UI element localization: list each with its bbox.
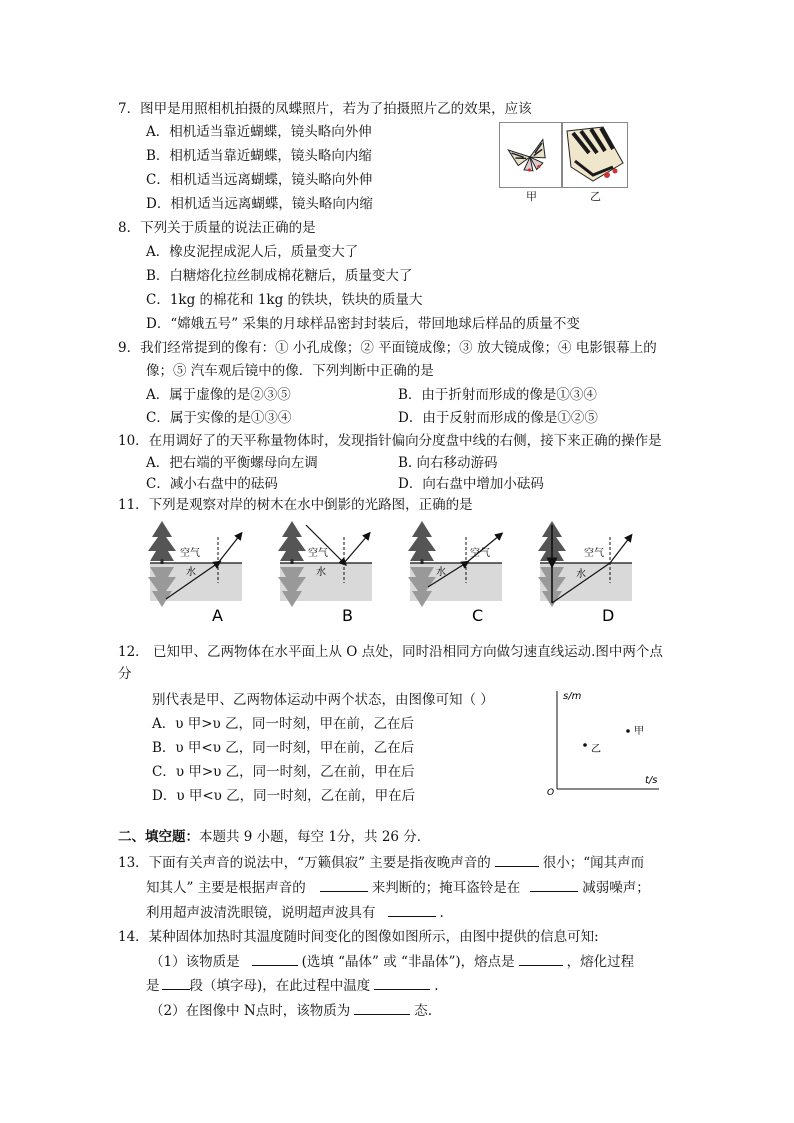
diagram-d-water-label: 水 <box>576 569 586 580</box>
q14-line3 <box>150 1000 432 1021</box>
diagram-a-air-label: 空气 <box>180 548 200 559</box>
q9-stem-line2: 像；⑤ 汽车观后镜中的像．下列判断中正确的是 <box>146 363 434 379</box>
q10-option-b[interactable]: B. 向右移动游码 <box>398 455 498 471</box>
q13-line2 <box>146 877 650 898</box>
q13-line1 <box>118 852 644 873</box>
q14-text-2: (选填 “晶体” 或 “非晶体”)，熔点是 <box>301 954 515 970</box>
caption-jia: 甲 <box>526 190 537 203</box>
q14-line1 <box>150 951 634 972</box>
q8-option-b[interactable]: B．白糖熔化拉丝制成棉花糖后，质量变大了 <box>146 268 413 284</box>
q14-text-5: 段（填字母)，在此过程中温度 <box>189 978 371 994</box>
q14-line2 <box>146 975 439 996</box>
graph-point-yi-label: 乙 <box>591 744 601 755</box>
q9-option-c[interactable]: C．属于实像的是①③④ <box>146 410 292 426</box>
q13-text-3: 知其人” 主要是根据声音的 <box>146 880 306 896</box>
q14-text-3: ，熔化过程 <box>566 954 635 970</box>
q7-stem: 7．图甲是用照相机拍摄的凤蝶照片，若为了拍摄照片乙的效果，应该 <box>118 101 532 117</box>
diagram-c-water-label: 水 <box>436 567 446 578</box>
q12-option-b[interactable]: B．υ 甲<υ 乙，同一时刻，甲在前，乙在后 <box>152 740 415 756</box>
q14-stem: 14．某种固体加热时其温度随时间变化的图像如图所示，由图中提供的信息可知: <box>118 929 599 945</box>
q14-blank-2[interactable] <box>519 951 563 966</box>
diagram-b-air-label: 空气 <box>308 548 328 559</box>
q12-stem-line1: 12． 已知甲、乙两物体在水平面上从 O 点处，同时沿相同方向做匀速直线运动.图中两个点 <box>118 644 663 660</box>
q13-line3 <box>146 902 444 923</box>
caption-yi: 乙 <box>590 190 601 203</box>
q12-option-a[interactable]: A．υ 甲>υ 乙，同一时刻，甲在前，乙在后 <box>152 716 415 732</box>
q13-text-1: 13．下面有关声音的说法中，“万籁俱寂” 主要是指夜晚声音的 <box>118 855 491 871</box>
q8-stem: 8．下列关于质量的说法正确的是 <box>118 220 316 236</box>
diagram-c-air-label: 空气 <box>470 548 490 559</box>
diagram-a[interactable] <box>148 521 242 625</box>
graph-point-jia <box>626 729 630 733</box>
q7-option-d[interactable]: D．相机适当远离蝴蝶，镜头略向内缩 <box>146 196 373 212</box>
q14-text-7: （2）在图像中 N点时，该物质为 <box>150 1003 351 1019</box>
graph-point-yi <box>583 743 587 747</box>
diagram-c[interactable] <box>408 521 502 625</box>
butterfly-photo-yi <box>562 122 628 188</box>
q13-blank-4[interactable] <box>388 902 436 917</box>
q7-option-c[interactable]: C．相机适当远离蝴蝶，镜头略向外伸 <box>146 172 373 188</box>
butterfly-photo-jia <box>499 122 562 188</box>
q13-text-4: 来判断的；掩耳盗铃是在 <box>371 880 521 896</box>
section-2-heading <box>118 827 430 847</box>
q12-stem-line2: 分 <box>118 666 132 682</box>
q13-text-6: 利用超声波清洗眼镜，说明超声波具有 <box>146 905 376 921</box>
section-2-description: 本题共 9 小题，每空 1分，共 26 分． <box>199 829 431 845</box>
q14-text-8: 态. <box>414 1003 432 1019</box>
q8-option-a[interactable]: A．橡皮泥捏成泥人后，质量变大了 <box>146 244 359 260</box>
q12-option-c[interactable]: C．υ 甲>υ 乙，同一时刻，乙在前，甲在后 <box>152 764 415 780</box>
diagram-b[interactable] <box>278 521 372 625</box>
q12-stem-line3: 别代表是甲、乙两物体运动中两个状态，由图像可知（ ） <box>152 692 494 708</box>
diagram-d-air-label: 空气 <box>584 548 604 559</box>
diagram-b-water-label: 水 <box>316 567 326 578</box>
diagram-d-label: D <box>602 606 615 625</box>
q12-st-graph <box>545 685 665 797</box>
q14-blank-1[interactable] <box>252 951 298 966</box>
q9-option-a[interactable]: A．属于虚像的是②③⑤ <box>146 387 291 403</box>
graph-point-jia-label: 甲 <box>634 726 644 737</box>
q13-text-2: 很小；“闻其声而 <box>542 855 645 871</box>
q14-text-4: 是 <box>146 978 160 994</box>
diagram-b-label: B <box>342 606 353 625</box>
q14-blank-5[interactable] <box>354 1000 410 1015</box>
q9-stem-line1: 9．我们经常提到的像有：① 小孔成像；② 平面镜成像；③ 放大镜成像；④ 电影银幕上的 <box>118 340 657 356</box>
q8-option-c[interactable]: C．1kg 的棉花和 1kg 的铁块，铁块的质量大 <box>146 292 423 308</box>
q7-option-a[interactable]: A．相机适当靠近蝴蝶，镜头略向外伸 <box>146 124 372 140</box>
q11-stem: 11．下列是观察对岸的树木在水中倒影的光路图，正确的是 <box>118 497 473 513</box>
q14-blank-4[interactable] <box>374 975 430 990</box>
q12-option-d[interactable]: D．υ 甲<υ 乙，同一时刻，乙在前，甲在后 <box>152 788 416 804</box>
q8-option-d[interactable]: D．“嫦娥五号” 采集的月球样品密封封装后，带回地球后样品的质量不变 <box>146 316 580 332</box>
diagram-a-label: A <box>212 606 223 625</box>
q7-option-b[interactable]: B．相机适当靠近蝴蝶，镜头略向内缩 <box>146 148 372 164</box>
q13-blank-2[interactable] <box>320 877 368 892</box>
diagram-c-label: C <box>472 606 484 625</box>
q9-option-d[interactable]: D．由于反射而形成的像是①②⑤ <box>398 410 598 426</box>
q14-text-6: . <box>434 978 439 994</box>
q10-option-a[interactable]: A．把右端的平衡螺母向左调 <box>146 455 318 471</box>
diagram-a-water-label: 水 <box>186 567 196 578</box>
diagram-d[interactable] <box>538 521 632 625</box>
q10-stem: 10．在用调好了的天平称量物体时，发现指针偏向分度盘中线的右侧，接下来正确的操作是 <box>118 433 662 449</box>
q13-blank-3[interactable] <box>530 877 578 892</box>
q14-blank-3[interactable] <box>162 975 190 990</box>
graph-origin-label: O <box>547 788 555 797</box>
q13-text-7: . <box>439 905 444 921</box>
q10-option-c[interactable]: C．减小右盘中的砝码 <box>146 476 278 492</box>
q13-text-5: 减弱噪声； <box>582 880 650 896</box>
q9-option-b[interactable]: B．由于折射而形成的像是①③④ <box>398 387 597 403</box>
graph-y-axis-label: s/m <box>563 691 582 702</box>
q13-blank-1[interactable] <box>495 852 539 867</box>
q10-option-d[interactable]: D．向右盘中增加小砝码 <box>398 476 544 492</box>
q11-light-path-diagrams <box>140 515 660 627</box>
graph-x-axis-label: t/s <box>645 775 658 786</box>
q14-text-1: （1）该物质是 <box>150 954 240 970</box>
section-2-title: 二、填空题： <box>118 829 199 845</box>
